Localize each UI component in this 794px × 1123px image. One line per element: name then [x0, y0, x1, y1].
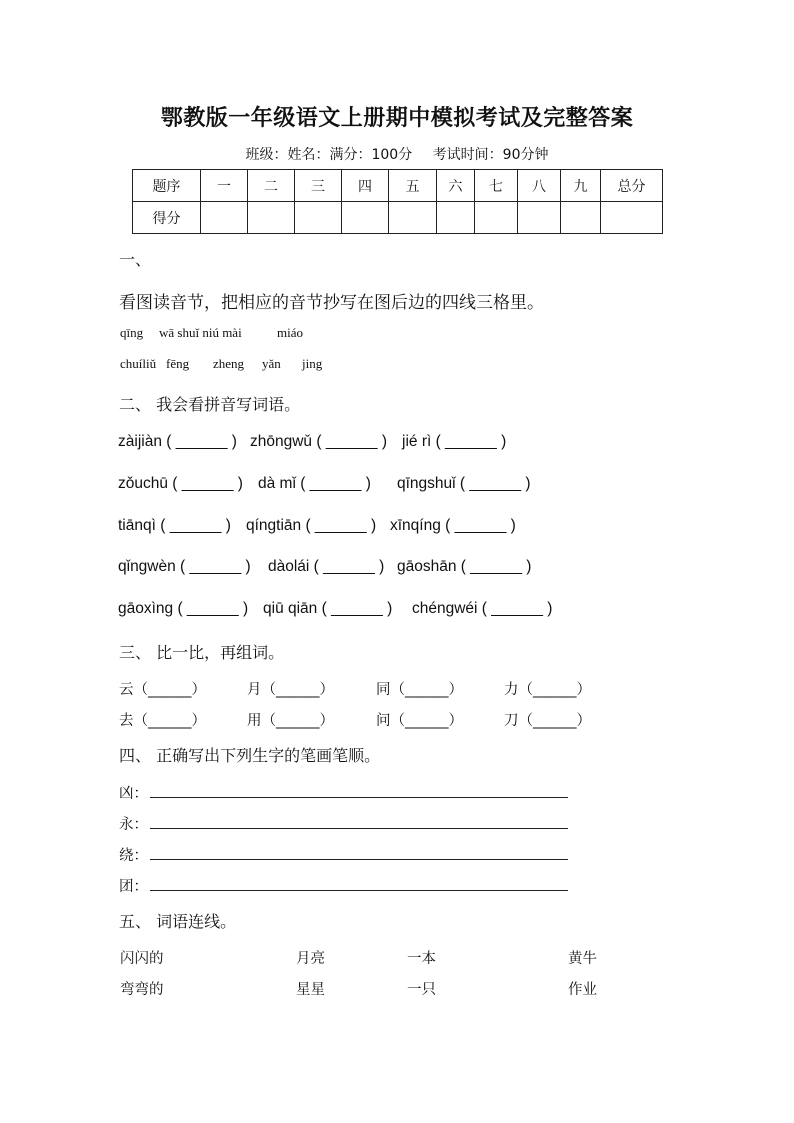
score-cell[interactable]	[201, 202, 248, 234]
score-cell[interactable]	[518, 202, 561, 234]
stroke-order-line[interactable]	[150, 828, 568, 829]
pinyin-word-blank: gāoxìng ( ______ )	[118, 600, 249, 617]
table-header-cell: 总分	[601, 170, 663, 202]
score-table-header-row	[133, 170, 663, 202]
match-word[interactable]: 月亮	[296, 951, 325, 967]
page-title: 鄂教版一年级语文上册期中模拟考试及完整答案	[160, 106, 634, 131]
stroke-order-line[interactable]	[150, 890, 568, 891]
match-word[interactable]: 一本	[407, 951, 436, 967]
stroke-order-char: 团：	[119, 879, 148, 895]
score-cell[interactable]	[475, 202, 518, 234]
pinyin-word-blank: qíngtiān ( ______ )	[246, 517, 377, 534]
pinyin-item: zheng	[213, 356, 245, 371]
compare-char-blank: 力（______）	[504, 682, 591, 698]
pinyin-word-blank: tiānqì ( ______ )	[118, 517, 231, 534]
pinyin-item: jing	[302, 356, 323, 371]
score-cell[interactable]	[437, 202, 475, 234]
compare-char-blank: 去（______）	[119, 713, 206, 729]
pinyin-word-blank: zǒuchū ( ______ )	[118, 475, 243, 492]
pinyin-word-blank: chéngwéi ( ______ )	[412, 600, 553, 617]
match-word[interactable]: 作业	[568, 982, 597, 998]
pinyin-word-blank: zàijiàn ( ______ )	[118, 433, 237, 450]
table-header-cell: 六	[437, 170, 475, 202]
table-header-cell: 九	[561, 170, 601, 202]
table-header-cell: 二	[248, 170, 295, 202]
compare-char-blank: 用（______）	[247, 713, 334, 729]
score-cell[interactable]	[342, 202, 389, 234]
table-header-cell: 五	[389, 170, 437, 202]
match-word[interactable]: 闪闪的	[120, 951, 164, 967]
pinyin-item: wā shuǐ niú mài	[159, 325, 242, 340]
match-word[interactable]: 弯弯的	[120, 982, 164, 998]
pinyin-item: fēng	[166, 356, 190, 371]
score-cell[interactable]	[389, 202, 437, 234]
section5-heading: 五、 词语连线。	[119, 912, 237, 931]
pinyin-item: yǎn	[262, 356, 281, 371]
stroke-order-char: 绕：	[119, 848, 148, 864]
score-cell[interactable]	[561, 202, 601, 234]
compare-char-blank: 问（______）	[376, 713, 463, 729]
pinyin-word-blank: qǐngwèn ( ______ )	[118, 558, 251, 575]
stroke-order-char: 凶：	[119, 786, 148, 802]
pinyin-item: miáo	[277, 325, 303, 340]
pinyin-word-blank: gāoshān ( ______ )	[397, 558, 532, 575]
score-row-label: 得分	[133, 202, 201, 234]
exam-info	[0, 144, 794, 164]
pinyin-word-blank: dà mǐ ( ______ )	[258, 475, 371, 492]
table-header-cell: 七	[475, 170, 518, 202]
pinyin-item: qīng	[120, 325, 144, 340]
stroke-order-line[interactable]	[150, 797, 568, 798]
compare-char-blank: 云（______）	[119, 682, 206, 698]
compare-char-blank: 同（______）	[376, 682, 463, 698]
pinyin-word-blank: qīngshuǐ ( ______ )	[397, 475, 531, 492]
table-header-cell: 三	[295, 170, 342, 202]
match-word[interactable]: 黄牛	[568, 951, 597, 967]
score-cell[interactable]	[601, 202, 663, 234]
table-header-cell: 题序	[133, 170, 201, 202]
class-name-score: 班级：姓名：满分：100分	[245, 147, 413, 163]
match-word[interactable]: 一只	[407, 982, 436, 998]
compare-char-blank: 月（______）	[247, 682, 334, 698]
pinyin-word-blank: qiū qiān ( ______ )	[263, 600, 393, 617]
section1-instruction: 看图读音节，把相应的音节抄写在图后边的四线三格里。	[119, 293, 544, 313]
pinyin-word-blank: zhōngwǔ ( ______ )	[250, 433, 388, 450]
stroke-order-line[interactable]	[150, 859, 568, 860]
table-header-cell: 四	[342, 170, 389, 202]
exam-time: 考试时间：90分钟	[432, 147, 549, 163]
score-cell[interactable]	[295, 202, 342, 234]
stroke-order-char: 永：	[119, 817, 148, 833]
section3-heading: 三、 比一比，再组词。	[119, 643, 285, 662]
section2-heading: 二、 我会看拼音写词语。	[119, 395, 301, 414]
score-cell[interactable]	[248, 202, 295, 234]
pinyin-word-blank: dàolái ( ______ )	[268, 558, 385, 575]
match-word[interactable]: 星星	[296, 982, 325, 998]
section4-heading: 四、 正确写出下列生字的笔画笔顺。	[119, 746, 381, 765]
section1-heading: 一、	[119, 250, 152, 269]
score-table-score-row	[133, 202, 663, 234]
compare-char-blank: 刀（______）	[504, 713, 591, 729]
pinyin-item: chuíliǔ	[120, 356, 157, 371]
score-table	[132, 169, 663, 234]
table-header-cell: 一	[201, 170, 248, 202]
pinyin-word-blank: xīnqíng ( ______ )	[390, 517, 516, 534]
table-header-cell: 八	[518, 170, 561, 202]
pinyin-word-blank: jié rì ( ______ )	[402, 433, 507, 450]
